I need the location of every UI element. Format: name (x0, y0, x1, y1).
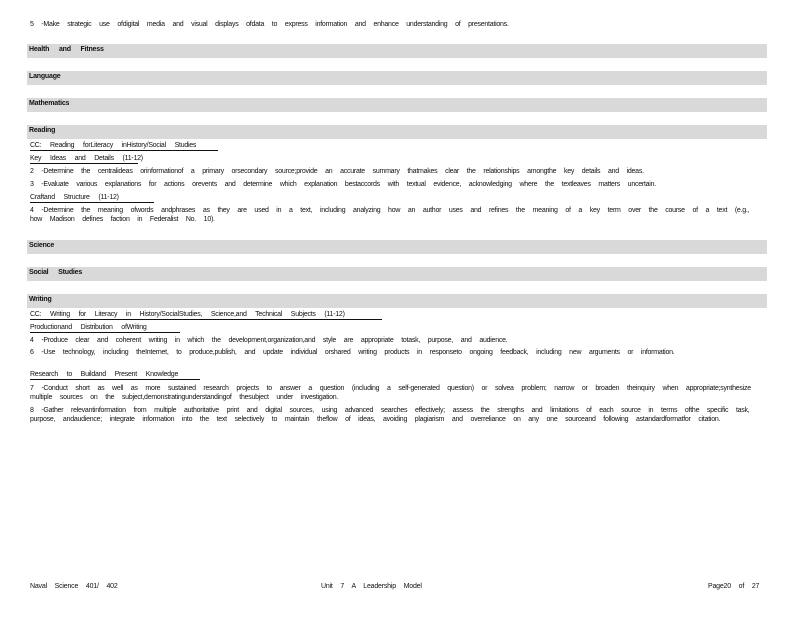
section-title-social-studies: Social Studies (29, 269, 83, 276)
section-title-health: Health and Fitness (29, 46, 104, 53)
section-bar-language (27, 71, 767, 85)
footer-course: Naval Science 401/ 402 (30, 583, 118, 590)
writing-item-8: 8 -Gather relevantinformation from multiple authoritative print and digital sources, using advanced searches effectively; assess the strengths and limitations of each source in terms ofthe specific task, purpose, andaudience; integrate information into the text selectively to maintain theflow of ideas, avoiding plagiarism and overreliance on any one sourceand following astandardformatfor citation. (30, 407, 750, 423)
footer-unit: Unit 7 A Leadership Model (321, 583, 422, 590)
reading-key-ideas-heading: Key Ideas and Details (11-12) (30, 155, 143, 162)
reading-cc-heading: CC: Reading forLiteracy inHistory/Social Studies (30, 141, 218, 151)
section-bar-health (27, 44, 767, 58)
section-title-science: Science (29, 242, 55, 249)
writing-cc-heading: CC: Writing for Literacy in History/SocialStudies, Science,and Technical Subjects (11-12) (30, 310, 382, 320)
section-bar-social-studies (27, 267, 767, 281)
top-standard-line: 5 -Make strategic use ofdigital media and visual displays ofdata to express information and enhance understanding of presentations. (30, 21, 509, 28)
section-title-mathematics: Mathematics (29, 100, 70, 107)
writing-item-4: 4 -Produce clear and coherent writing in which the development,organization,and style are appropriate totask, purpose, and audience. (30, 337, 508, 344)
section-bar-writing (27, 294, 767, 308)
writing-item-6: 6 -Use technology, including theInternet, to produce,publish, and update individual orshared writing products in responseto ongoing feedback, including new arguments or information. (30, 349, 675, 356)
footer-page-number: Page20 of 27 (708, 583, 760, 590)
reading-item-4: 4 -Determine the meaning ofwords andphrases as they are used in a text, including analyzing how an author uses and refines the meaning of a key term over the course of a text (e.g., how Madison defines faction in Federalist No. 10). (30, 207, 750, 223)
reading-item-2: 2 -Determine the centralideas orinformationof a primary orsecondary source;provide an accurate summary thatmakes clear the relationships amongthe key details and ideas. (30, 168, 644, 175)
section-title-language: Language (29, 73, 61, 80)
writing-item-7: 7 -Conduct short as well as more sustained research projects to answer a question (including a self-generated question) or solvea problem; narrow or broaden theinquiry when appropriate;synthesize multiple sources on the subject,demonstratingunderstandingof thesubject under investigation. (30, 385, 751, 401)
writing-research-heading: Research to Buildand Present Knowledge (30, 370, 200, 380)
writing-production-heading: Productionand Distribution ofWriting (30, 323, 180, 333)
section-bar-mathematics (27, 98, 767, 112)
section-title-reading: Reading (29, 127, 56, 134)
section-bar-science (27, 240, 767, 254)
section-title-writing: Writing (29, 296, 52, 303)
section-bar-reading (27, 125, 767, 139)
reading-item-3: 3 -Evaluate various explanations for actions orevents and determine which explanation bestaccords with textual evidence, acknowledging where the textleaves matters uncertain. (30, 181, 656, 188)
reading-craft-heading: Craftand Structure (11-12) (30, 193, 154, 203)
